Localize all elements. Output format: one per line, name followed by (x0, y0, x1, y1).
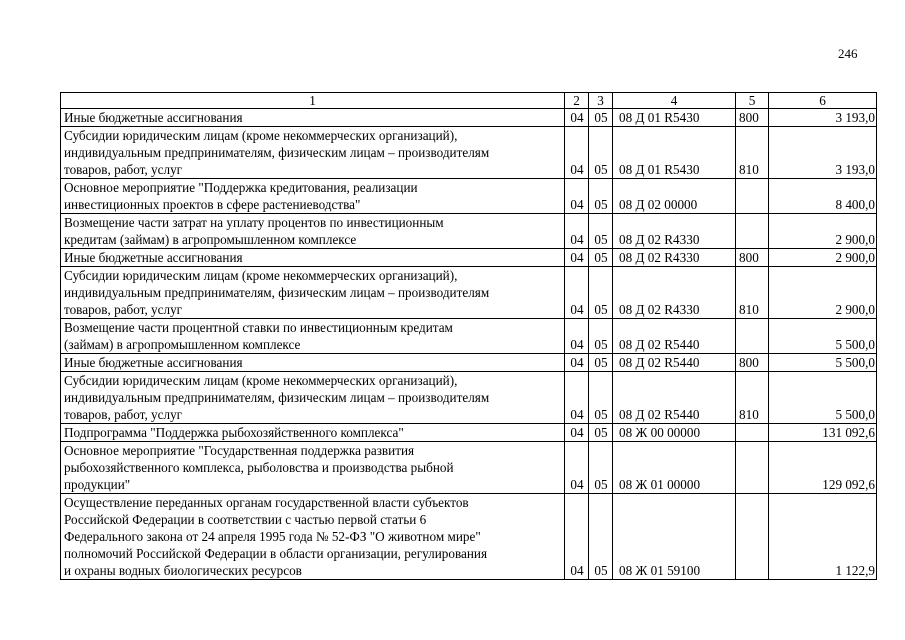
target-article-code: 08 Д 02 R4330 (613, 249, 736, 267)
amount: 2 900,0 (769, 249, 877, 267)
row-name-line: Российской Федерации в соответствии с частью первой статьи 6 (64, 512, 427, 527)
amount: 2 900,0 (769, 214, 877, 249)
expense-type-code: 810 (736, 372, 769, 424)
row-name-line: товаров, работ, услуг (64, 162, 183, 177)
target-article-code: 08 Д 01 R5430 (613, 109, 736, 127)
target-article-code: 08 Д 01 R5430 (613, 127, 736, 179)
row-name-line: (займам) в агропромышленном комплексе (64, 337, 301, 352)
expense-type-code: 800 (736, 109, 769, 127)
row-name-line: Иные бюджетные ассигнования (64, 355, 243, 370)
target-article-code: 08 Д 02 R5440 (613, 354, 736, 372)
amount: 8 400,0 (769, 179, 877, 214)
expense-type-code (736, 214, 769, 249)
row-name (61, 372, 565, 424)
amount: 129 092,6 (769, 442, 877, 494)
subsection-code: 05 (589, 179, 613, 214)
header-col-3: 3 (589, 93, 613, 109)
subsection-code: 05 (589, 267, 613, 319)
row-name-line: и охраны водных биологических ресурсов (64, 563, 302, 578)
row-name-line: Иные бюджетные ассигнования (64, 110, 243, 125)
subsection-code: 05 (589, 354, 613, 372)
table-row (61, 494, 877, 580)
table-row (61, 109, 877, 127)
target-article-code: 08 Ж 01 59100 (613, 494, 736, 580)
table-row (61, 424, 877, 442)
row-name (61, 494, 565, 580)
row-name (61, 442, 565, 494)
table-row (61, 372, 877, 424)
row-name-line: рыбохозяйственного комплекса, рыболовства и производства рыбной (64, 460, 454, 475)
table-row (61, 354, 877, 372)
section-code: 04 (565, 442, 589, 494)
table-row (61, 249, 877, 267)
expense-type-code: 800 (736, 354, 769, 372)
row-name (61, 179, 565, 214)
row-name-line: Подпрограмма "Поддержка рыбохозяйственного комплекса" (64, 425, 404, 440)
section-code: 04 (565, 267, 589, 319)
header-col-2: 2 (565, 93, 589, 109)
row-name-line: продукции" (64, 477, 131, 492)
row-name-line: товаров, работ, услуг (64, 407, 183, 422)
amount: 3 193,0 (769, 109, 877, 127)
table-row (61, 319, 877, 354)
row-name-line: Субсидии юридическим лицам (кроме некоммерческих организаций), (64, 373, 458, 388)
section-code: 04 (565, 249, 589, 267)
subsection-code: 05 (589, 442, 613, 494)
expense-type-code (736, 494, 769, 580)
section-code: 04 (565, 214, 589, 249)
section-code: 04 (565, 372, 589, 424)
expense-type-code (736, 424, 769, 442)
section-code: 04 (565, 109, 589, 127)
row-name (61, 354, 565, 372)
row-name-line: индивидуальным предпринимателям, физическим лицам – производителям (64, 145, 490, 160)
amount: 2 900,0 (769, 267, 877, 319)
row-name-line: полномочий Российской Федерации в области организации, регулирования (64, 546, 488, 561)
row-name-line: кредитам (займам) в агропромышленном комплексе (64, 232, 357, 247)
subsection-code: 05 (589, 319, 613, 354)
table-row (61, 127, 877, 179)
page-number: 246 (838, 46, 858, 61)
row-name (61, 319, 565, 354)
amount: 5 500,0 (769, 354, 877, 372)
target-article-code: 08 Ж 00 00000 (613, 424, 736, 442)
target-article-code: 08 Д 02 R5440 (613, 372, 736, 424)
section-code: 04 (565, 354, 589, 372)
row-name-line: Иные бюджетные ассигнования (64, 250, 243, 265)
subsection-code: 05 (589, 424, 613, 442)
row-name-line: Возмещение части процентной ставки по инвестиционным кредитам (64, 320, 453, 335)
row-name-line: Возмещение части затрат на уплату процентов по инвестиционным (64, 215, 444, 230)
header-col-1: 1 (61, 93, 565, 109)
expense-type-code: 800 (736, 249, 769, 267)
expense-type-code: 810 (736, 267, 769, 319)
amount: 5 500,0 (769, 372, 877, 424)
expense-type-code (736, 179, 769, 214)
row-name (61, 424, 565, 442)
table-row (61, 179, 877, 214)
row-name-line: Осуществление переданных органам государственной власти субъектов (64, 495, 469, 510)
row-name-line: Федерального закона от 24 апреля 1995 года № 52-ФЗ "О животном мире" (64, 529, 481, 544)
section-code: 04 (565, 319, 589, 354)
header-col-5: 5 (736, 93, 769, 109)
row-name-line: Субсидии юридическим лицам (кроме некоммерческих организаций), (64, 268, 458, 283)
row-name (61, 249, 565, 267)
target-article-code: 08 Д 02 R4330 (613, 267, 736, 319)
row-name-line: инвестиционных проектов в сфере растениеводства" (64, 197, 361, 212)
amount: 131 092,6 (769, 424, 877, 442)
target-article-code: 08 Д 02 R4330 (613, 214, 736, 249)
expense-type-code: 810 (736, 127, 769, 179)
row-name (61, 214, 565, 249)
table-row (61, 442, 877, 494)
subsection-code: 05 (589, 127, 613, 179)
header-col-6: 6 (769, 93, 877, 109)
row-name-line: индивидуальным предпринимателям, физическим лицам – производителям (64, 390, 490, 405)
section-code: 04 (565, 424, 589, 442)
section-code: 04 (565, 179, 589, 214)
subsection-code: 05 (589, 109, 613, 127)
amount: 1 122,9 (769, 494, 877, 580)
expense-type-code (736, 319, 769, 354)
row-name-line: Основное мероприятие "Поддержка кредитования, реализации (64, 180, 418, 195)
row-name (61, 127, 565, 179)
target-article-code: 08 Ж 01 00000 (613, 442, 736, 494)
row-name (61, 267, 565, 319)
row-name (61, 109, 565, 127)
row-name-line: индивидуальным предпринимателям, физическим лицам – производителям (64, 285, 490, 300)
row-name-line: Основное мероприятие "Государственная поддержка развития (64, 443, 415, 458)
subsection-code: 05 (589, 249, 613, 267)
target-article-code: 08 Д 02 R5440 (613, 319, 736, 354)
header-col-4: 4 (613, 93, 736, 109)
subsection-code: 05 (589, 494, 613, 580)
table-row (61, 267, 877, 319)
expense-type-code (736, 442, 769, 494)
target-article-code: 08 Д 02 00000 (613, 179, 736, 214)
row-name-line: Субсидии юридическим лицам (кроме некоммерческих организаций), (64, 128, 458, 143)
budget-table (60, 92, 877, 580)
section-code: 04 (565, 494, 589, 580)
amount: 5 500,0 (769, 319, 877, 354)
table-body (61, 109, 877, 580)
header-row (61, 93, 877, 109)
subsection-code: 05 (589, 214, 613, 249)
section-code: 04 (565, 127, 589, 179)
row-name-line: товаров, работ, услуг (64, 302, 183, 317)
subsection-code: 05 (589, 372, 613, 424)
amount: 3 193,0 (769, 127, 877, 179)
table-row (61, 214, 877, 249)
